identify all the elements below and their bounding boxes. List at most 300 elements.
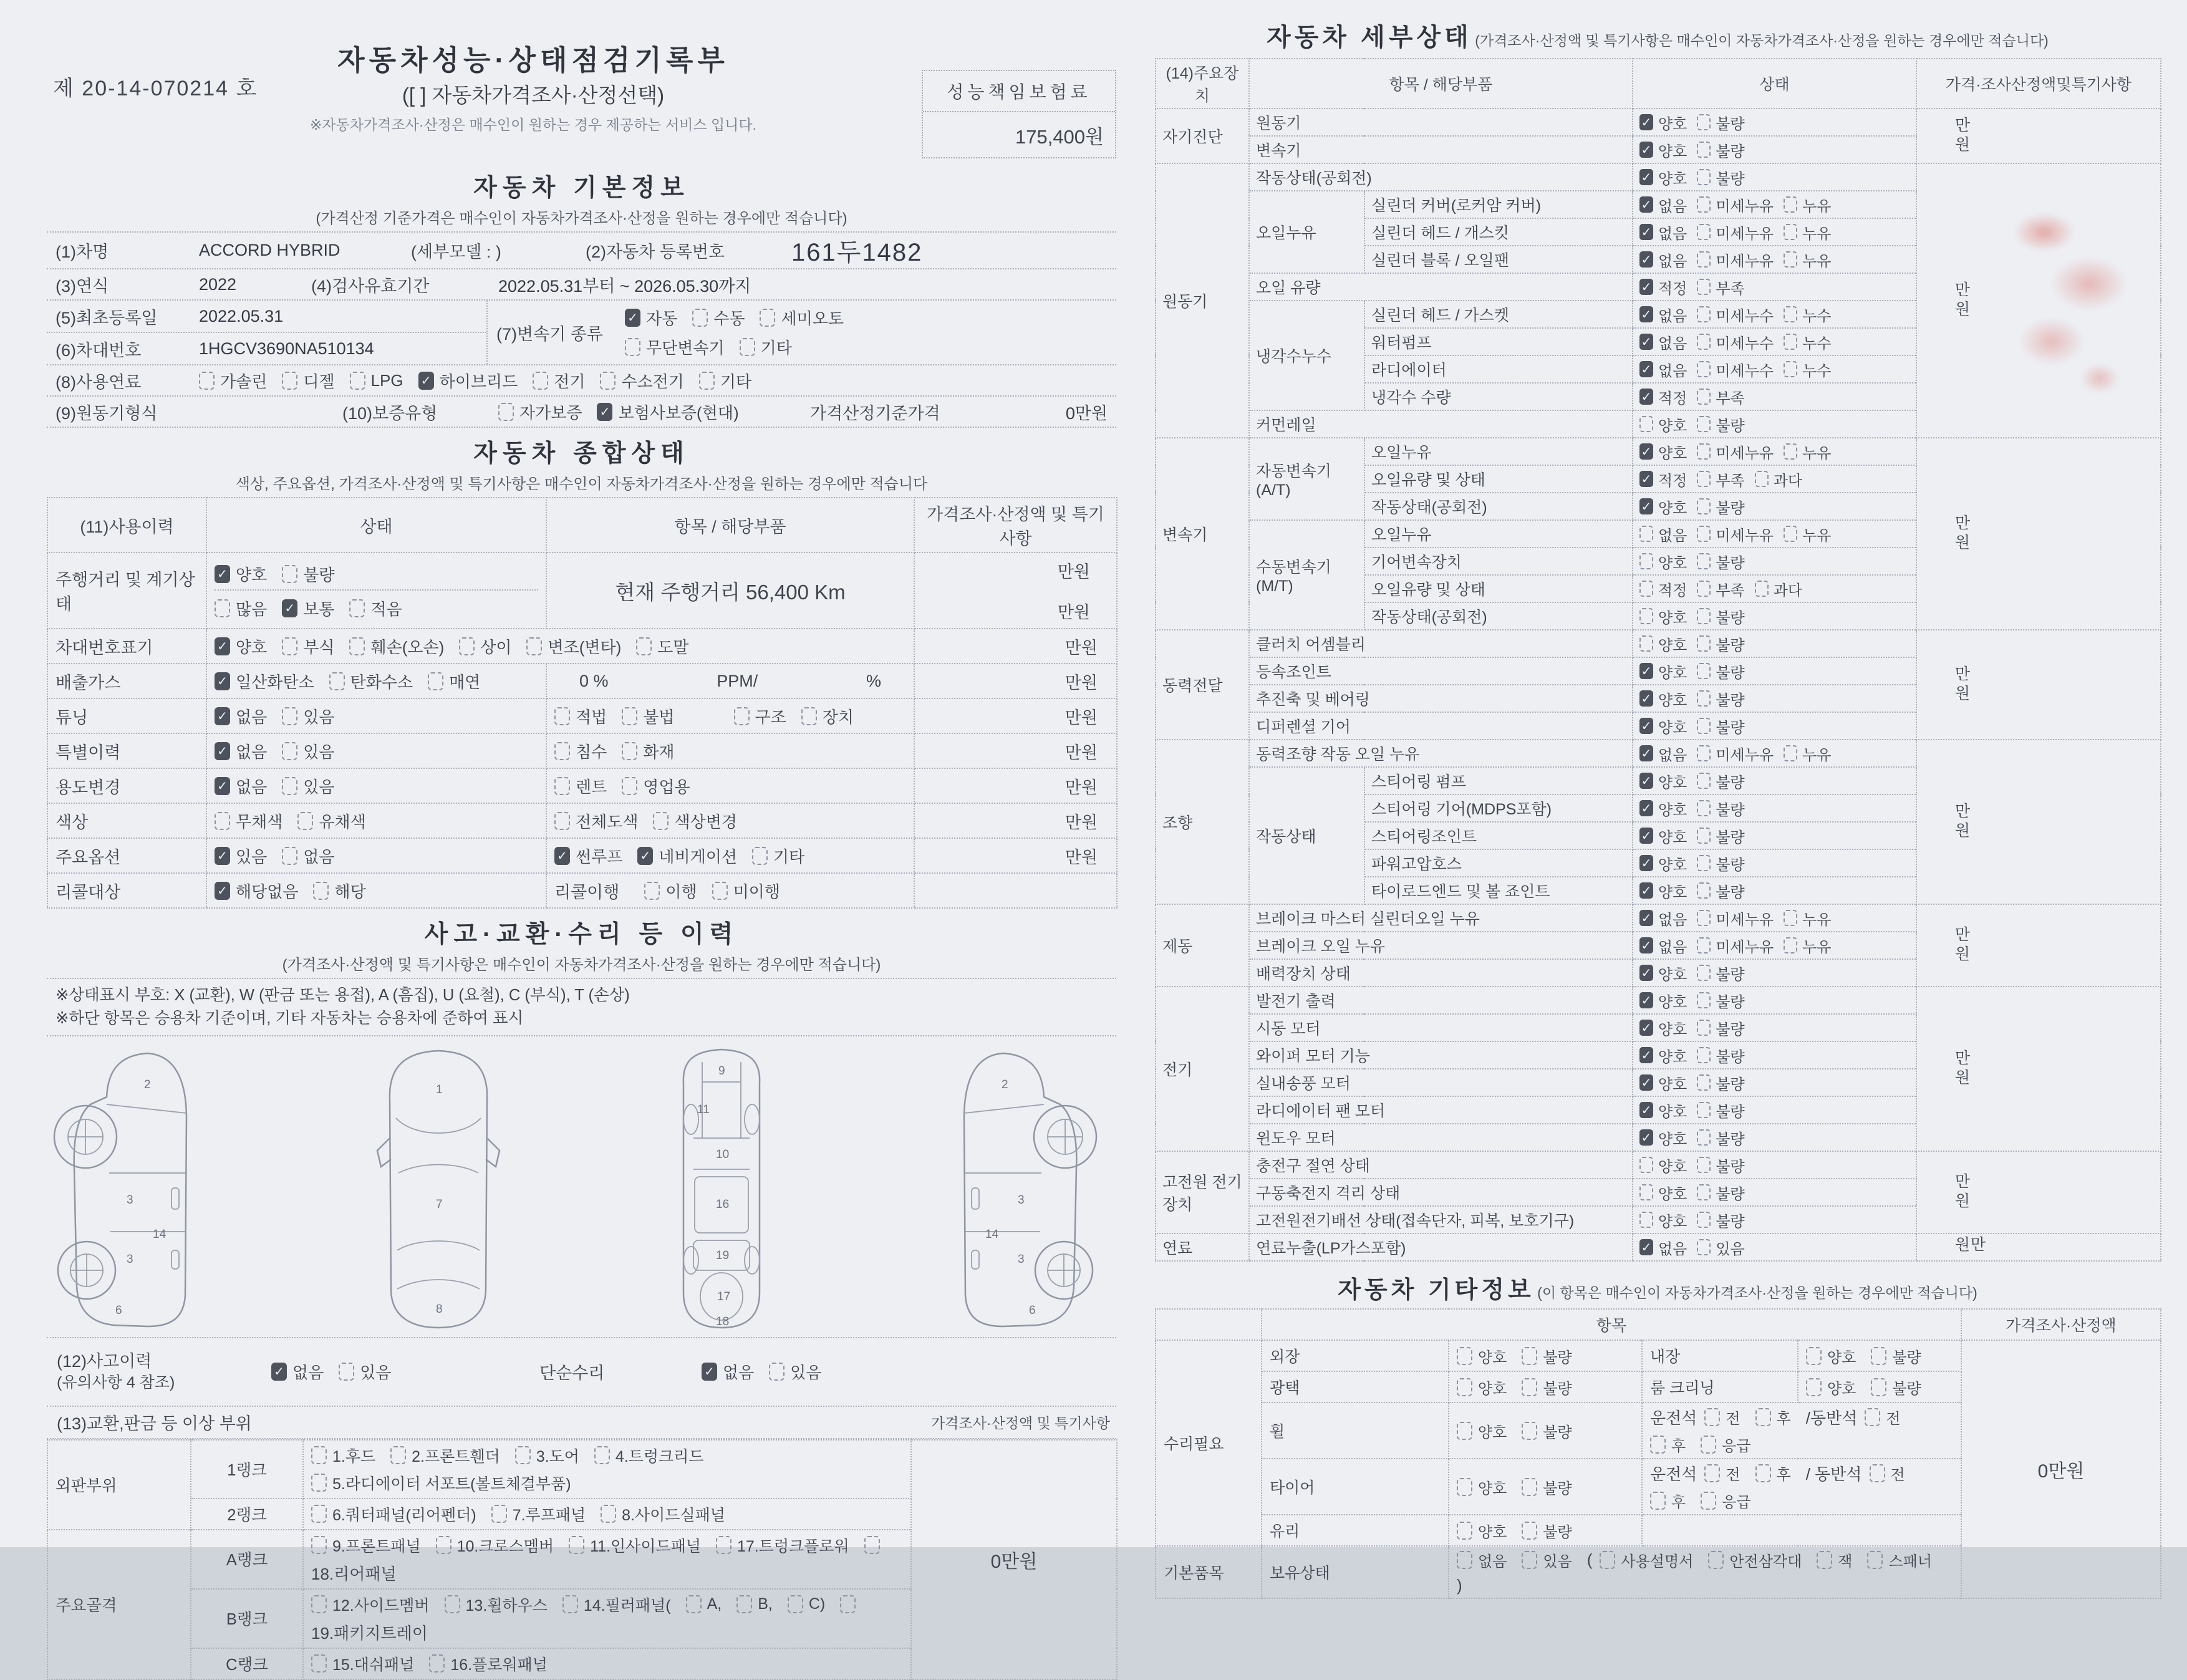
checkbox-icon[interactable] (311, 1505, 327, 1523)
checkbox-icon[interactable] (653, 812, 669, 830)
checkbox-option[interactable] (215, 809, 282, 833)
checkbox-option[interactable] (1639, 276, 1687, 298)
checkbox-checked-icon[interactable]: ✓ (1639, 855, 1653, 871)
checkbox-option[interactable] (350, 371, 403, 390)
checkbox-option[interactable] (311, 1593, 430, 1616)
checkbox-checked-icon[interactable]: ✓ (1639, 114, 1653, 130)
checkbox-checked-icon[interactable]: ✓ (1639, 1074, 1653, 1091)
checkbox-option[interactable] (215, 775, 267, 798)
checkbox-option[interactable] (1639, 413, 1687, 435)
checkbox-option[interactable] (554, 705, 607, 728)
checkbox-option[interactable] (390, 1444, 500, 1467)
checkbox-icon[interactable] (1639, 1157, 1653, 1173)
checkbox-icon[interactable] (1784, 334, 1797, 350)
checkbox-icon[interactable] (1704, 1408, 1720, 1426)
checkbox-icon[interactable] (1871, 1378, 1886, 1396)
checkbox-icon[interactable] (601, 1505, 616, 1523)
checkbox-option[interactable] (554, 740, 607, 763)
checkbox-icon[interactable] (313, 882, 329, 900)
checkbox-icon[interactable] (1817, 1551, 1832, 1569)
checkbox-icon[interactable] (491, 1505, 507, 1523)
checkbox-icon[interactable] (1697, 251, 1711, 268)
checkbox-icon[interactable] (1600, 1551, 1615, 1569)
checkbox-option[interactable] (1755, 578, 1802, 600)
checkbox-option[interactable] (215, 635, 267, 658)
checkbox-icon[interactable] (712, 882, 728, 900)
checkbox-icon[interactable] (215, 599, 230, 617)
checkbox-icon[interactable] (1522, 1347, 1537, 1365)
checkbox-option[interactable] (1639, 578, 1687, 600)
checkbox-option[interactable] (339, 1360, 391, 1383)
checkbox-option[interactable] (1639, 1182, 1687, 1204)
checkbox-option[interactable] (1639, 221, 1687, 243)
checkbox-option[interactable] (1697, 880, 1744, 902)
checkbox-option[interactable] (329, 670, 413, 693)
checkbox-icon[interactable] (459, 637, 475, 655)
checkbox-option[interactable] (601, 1503, 725, 1525)
checkbox-option[interactable] (1697, 1017, 1744, 1039)
checkbox-checked-icon[interactable]: ✓ (1639, 745, 1653, 761)
checkbox-option[interactable] (1639, 194, 1687, 216)
checkbox-icon[interactable] (1639, 1212, 1653, 1228)
checkbox-icon[interactable] (533, 372, 548, 390)
checkbox-icon[interactable] (390, 1446, 406, 1464)
checkbox-icon[interactable] (1522, 1422, 1537, 1440)
checkbox-icon[interactable] (1639, 526, 1653, 542)
checkbox-icon[interactable] (1650, 1492, 1666, 1510)
checkbox-option[interactable] (625, 336, 725, 359)
checkbox-option[interactable] (1522, 1345, 1571, 1367)
checkbox-option[interactable] (625, 306, 677, 329)
checkbox-icon[interactable] (1697, 937, 1711, 953)
checkbox-option[interactable] (1704, 1406, 1740, 1428)
checkbox-checked-icon[interactable]: ✓ (271, 1363, 287, 1381)
checkbox-option[interactable] (736, 1595, 773, 1613)
checkbox-option[interactable] (1697, 468, 1744, 490)
checkbox-checked-icon[interactable]: ✓ (1639, 1020, 1653, 1036)
checkbox-icon[interactable] (1522, 1378, 1537, 1396)
checkbox-icon[interactable] (1457, 1422, 1472, 1440)
checkbox-icon[interactable] (1697, 855, 1711, 871)
checkbox-checked-icon[interactable]: ✓ (1639, 663, 1653, 679)
checkbox-checked-icon[interactable]: ✓ (1639, 471, 1653, 487)
checkbox-option[interactable] (637, 844, 737, 867)
checkbox-option[interactable] (297, 809, 365, 833)
checkbox-icon[interactable] (1457, 1551, 1472, 1569)
checkbox-icon[interactable] (1697, 196, 1711, 213)
checkbox-option[interactable] (752, 844, 804, 867)
checkbox-checked-icon[interactable]: ✓ (1639, 937, 1653, 953)
checkbox-checked-icon[interactable]: ✓ (1639, 251, 1653, 268)
checkbox-option[interactable] (311, 1444, 375, 1467)
checkbox-checked-icon[interactable]: ✓ (215, 742, 230, 760)
checkbox-icon[interactable] (1457, 1347, 1472, 1365)
checkbox-icon[interactable] (1697, 882, 1711, 899)
checkbox-option[interactable] (1697, 1072, 1744, 1094)
checkbox-option[interactable] (1697, 167, 1744, 188)
checkbox-option[interactable] (526, 635, 621, 658)
checkbox-icon[interactable] (554, 777, 570, 795)
checkbox-option[interactable] (644, 879, 697, 902)
checkbox-icon[interactable] (1784, 224, 1797, 240)
checkbox-icon[interactable] (311, 1474, 327, 1492)
checkbox-option[interactable] (1697, 962, 1744, 984)
checkbox-icon[interactable] (1697, 142, 1711, 158)
checkbox-option[interactable] (801, 705, 854, 728)
checkbox-option[interactable] (1697, 441, 1774, 463)
checkbox-icon[interactable] (716, 1536, 731, 1554)
checkbox-icon[interactable] (350, 372, 365, 390)
checkbox-checked-icon[interactable]: ✓ (1639, 1129, 1653, 1146)
checkbox-icon[interactable] (1784, 745, 1797, 761)
checkbox-option[interactable] (1867, 1549, 1932, 1571)
checkbox-icon[interactable] (311, 1654, 327, 1673)
checkbox-option[interactable] (282, 775, 334, 798)
checkbox-checked-icon[interactable]: ✓ (215, 707, 230, 725)
checkbox-checked-icon[interactable]: ✓ (1639, 910, 1653, 926)
checkbox-option[interactable] (1697, 496, 1744, 518)
checkbox-option[interactable] (712, 879, 780, 902)
checkbox-option[interactable] (554, 775, 607, 798)
checkbox-icon[interactable] (1697, 416, 1711, 432)
checkbox-icon[interactable] (1755, 471, 1769, 487)
checkbox-checked-icon[interactable]: ✓ (1639, 224, 1653, 240)
checkbox-option[interactable] (1704, 1462, 1740, 1484)
checkbox-option[interactable] (282, 705, 334, 728)
checkbox-option[interactable] (1697, 249, 1774, 271)
checkbox-checked-icon[interactable]: ✓ (1639, 1047, 1653, 1063)
checkbox-option[interactable] (282, 597, 334, 620)
checkbox-icon[interactable] (429, 1654, 445, 1673)
checkbox-icon[interactable] (1784, 526, 1797, 542)
checkbox-checked-icon[interactable]: ✓ (1639, 965, 1653, 981)
checkbox-option[interactable] (1784, 441, 1831, 463)
checkbox-icon[interactable] (864, 1536, 880, 1554)
checkbox-icon[interactable] (1457, 1522, 1472, 1540)
checkbox-icon[interactable] (1697, 224, 1711, 240)
checkbox-icon[interactable] (1806, 1378, 1822, 1396)
checkbox-icon[interactable] (699, 372, 715, 390)
checkbox-option[interactable] (562, 1593, 671, 1616)
checkbox-option[interactable] (215, 670, 314, 693)
checkbox-option[interactable] (1639, 496, 1687, 518)
checkbox-icon[interactable] (1784, 910, 1797, 926)
checkbox-option[interactable] (1639, 441, 1687, 463)
checkbox-option[interactable] (445, 1593, 548, 1616)
checkbox-option[interactable] (349, 635, 444, 658)
checkbox-option[interactable] (215, 597, 267, 620)
checkbox-icon[interactable] (311, 1446, 327, 1464)
checkbox-option[interactable] (215, 705, 267, 728)
checkbox-option[interactable] (1457, 1520, 1507, 1542)
checkbox-option[interactable] (692, 306, 745, 329)
checkbox-option[interactable] (1701, 1490, 1750, 1512)
checkbox-option[interactable] (1697, 413, 1744, 435)
checkbox-option[interactable] (760, 306, 843, 329)
checkbox-option[interactable] (491, 1503, 586, 1525)
checkbox-icon[interactable] (282, 637, 297, 655)
checkbox-option[interactable] (1697, 633, 1744, 655)
checkbox-option[interactable] (1755, 468, 1802, 490)
checkbox-option[interactable] (1697, 770, 1744, 792)
checkbox-option[interactable] (282, 635, 334, 658)
checkbox-option[interactable] (1697, 935, 1774, 957)
checkbox-icon[interactable] (1697, 498, 1711, 514)
checkbox-option[interactable] (1697, 551, 1744, 572)
checkbox-option[interactable] (1784, 907, 1831, 929)
checkbox-checked-icon[interactable]: ✓ (215, 672, 230, 690)
checkbox-option[interactable] (1639, 1017, 1687, 1039)
checkbox-checked-icon[interactable]: ✓ (282, 599, 297, 617)
checkbox-option[interactable] (1600, 1549, 1693, 1571)
checkbox-icon[interactable] (498, 403, 514, 421)
checkbox-icon[interactable] (282, 707, 297, 725)
checkbox-icon[interactable] (562, 1595, 578, 1613)
checkbox-option[interactable] (1639, 798, 1687, 819)
checkbox-option[interactable] (1522, 1549, 1571, 1571)
checkbox-icon[interactable] (282, 847, 297, 865)
checkbox-option[interactable] (313, 879, 365, 902)
checkbox-icon[interactable] (1522, 1522, 1537, 1540)
checkbox-option[interactable] (1639, 1154, 1687, 1176)
checkbox-option[interactable] (1639, 359, 1687, 380)
checkbox-icon[interactable] (554, 812, 570, 830)
checkbox-option[interactable] (1697, 331, 1774, 353)
checkbox-checked-icon[interactable]: ✓ (215, 847, 230, 865)
checkbox-option[interactable] (311, 1653, 414, 1675)
checkbox-icon[interactable] (1784, 306, 1797, 322)
checkbox-option[interactable] (1697, 1237, 1744, 1258)
checkbox-option[interactable] (1650, 1434, 1686, 1456)
checkbox-option[interactable] (1697, 523, 1774, 545)
checkbox-option[interactable] (1639, 852, 1687, 874)
checkbox-icon[interactable] (445, 1595, 460, 1613)
checkbox-icon[interactable] (436, 1536, 451, 1554)
checkbox-icon[interactable] (1697, 279, 1711, 295)
checkbox-icon[interactable] (1784, 196, 1797, 213)
checkbox-icon[interactable] (1701, 1492, 1716, 1510)
checkbox-checked-icon[interactable]: ✓ (1639, 498, 1653, 514)
checkbox-checked-icon[interactable]: ✓ (1639, 279, 1653, 295)
checkbox-icon[interactable] (1697, 581, 1711, 597)
checkbox-icon[interactable] (1697, 1074, 1711, 1091)
checkbox-option[interactable] (1639, 770, 1687, 792)
checkbox-icon[interactable] (311, 1536, 327, 1554)
checkbox-option[interactable] (533, 369, 585, 392)
checkbox-icon[interactable] (1697, 1184, 1711, 1200)
checkbox-checked-icon[interactable]: ✓ (1639, 169, 1653, 185)
checkbox-icon[interactable] (297, 812, 313, 830)
checkbox-option[interactable] (1784, 249, 1831, 271)
checkbox-option[interactable] (498, 400, 582, 423)
checkbox-option[interactable] (769, 1360, 821, 1383)
checkbox-icon[interactable] (1865, 1408, 1880, 1426)
checkbox-option[interactable] (1639, 249, 1687, 271)
checkbox-option[interactable] (597, 400, 738, 423)
checkbox-option[interactable] (1697, 688, 1744, 710)
checkbox-option[interactable] (436, 1534, 554, 1557)
checkbox-option[interactable] (594, 1444, 704, 1467)
checkbox-icon[interactable] (740, 338, 755, 356)
checkbox-checked-icon[interactable]: ✓ (1639, 800, 1653, 816)
checkbox-icon[interactable] (1697, 910, 1711, 926)
checkbox-icon[interactable] (1784, 251, 1797, 268)
checkbox-option[interactable] (1457, 1420, 1507, 1442)
checkbox-option[interactable] (1639, 935, 1687, 957)
checkbox-icon[interactable] (282, 372, 297, 390)
checkbox-option[interactable] (554, 809, 638, 833)
checkbox-option[interactable] (282, 740, 334, 763)
checkbox-icon[interactable] (1701, 1436, 1716, 1454)
checkbox-icon[interactable] (1697, 526, 1711, 542)
checkbox-option[interactable] (1522, 1520, 1571, 1542)
checkbox-option[interactable] (1784, 935, 1831, 957)
checkbox-checked-icon[interactable]: ✓ (554, 847, 570, 865)
checkbox-option[interactable] (1697, 1209, 1744, 1231)
checkbox-option[interactable] (1639, 1237, 1687, 1258)
checkbox-option[interactable] (1457, 1376, 1507, 1398)
checkbox-icon[interactable] (686, 1595, 702, 1613)
checkbox-option[interactable] (1697, 276, 1744, 298)
checkbox-option[interactable] (1697, 743, 1774, 765)
checkbox-option[interactable] (1755, 1462, 1791, 1484)
checkbox-icon[interactable] (1755, 1464, 1771, 1482)
checkbox-icon[interactable] (1639, 1184, 1653, 1200)
checkbox-option[interactable] (1784, 523, 1831, 545)
checkbox-option[interactable] (1639, 1099, 1687, 1121)
checkbox-option[interactable] (1639, 304, 1687, 326)
checkbox-option[interactable] (1784, 304, 1831, 326)
checkbox-option[interactable] (1522, 1376, 1571, 1398)
checkbox-checked-icon[interactable]: ✓ (1639, 992, 1653, 1008)
checkbox-icon[interactable] (1697, 361, 1711, 377)
checkbox-checked-icon[interactable]: ✓ (1639, 306, 1653, 322)
checkbox-checked-icon[interactable]: ✓ (1639, 196, 1653, 213)
checkbox-option[interactable] (1697, 194, 1774, 216)
checkbox-icon[interactable] (1697, 1212, 1711, 1228)
checkbox-icon[interactable] (1697, 800, 1711, 816)
checkbox-icon[interactable] (199, 372, 215, 390)
checkbox-checked-icon[interactable]: ✓ (625, 309, 640, 327)
checkbox-option[interactable] (1697, 1099, 1744, 1121)
checkbox-option[interactable] (1639, 660, 1687, 682)
checkbox-icon[interactable] (1871, 1347, 1886, 1365)
checkbox-option[interactable] (282, 844, 334, 867)
checkbox-icon[interactable] (1697, 471, 1711, 487)
checkbox-option[interactable] (1639, 139, 1687, 161)
checkbox-option[interactable] (622, 775, 690, 798)
checkbox-icon[interactable] (526, 637, 542, 655)
checkbox-option[interactable] (622, 705, 674, 728)
checkbox-option[interactable] (418, 369, 518, 392)
checkbox-icon[interactable] (1457, 1478, 1472, 1496)
checkbox-option[interactable] (1784, 359, 1831, 380)
checkbox-option[interactable] (1697, 304, 1774, 326)
checkbox-icon[interactable] (554, 707, 570, 725)
checkbox-icon[interactable] (600, 372, 616, 390)
checkbox-option[interactable] (1639, 825, 1687, 847)
checkbox-icon[interactable] (769, 1363, 785, 1381)
checkbox-checked-icon[interactable]: ✓ (702, 1363, 717, 1381)
checkbox-icon[interactable] (1697, 1047, 1711, 1063)
checkbox-option[interactable] (1650, 1490, 1686, 1512)
checkbox-option[interactable] (686, 1595, 722, 1613)
checkbox-icon[interactable] (1697, 718, 1711, 734)
checkbox-icon[interactable] (1697, 992, 1711, 1008)
checkbox-checked-icon[interactable]: ✓ (1639, 443, 1653, 460)
checkbox-option[interactable] (1457, 1476, 1507, 1498)
checkbox-icon[interactable] (644, 882, 660, 900)
checkbox-icon[interactable] (1697, 169, 1711, 185)
checkbox-option[interactable] (1639, 112, 1687, 133)
checkbox-option[interactable] (515, 1444, 579, 1467)
checkbox-icon[interactable] (1639, 416, 1653, 432)
checkbox-option[interactable] (1697, 990, 1744, 1011)
checkbox-icon[interactable] (282, 742, 297, 760)
checkbox-icon[interactable] (349, 599, 365, 617)
checkbox-option[interactable] (636, 635, 688, 658)
checkbox-checked-icon[interactable]: ✓ (1639, 690, 1653, 707)
checkbox-checked-icon[interactable]: ✓ (1639, 1239, 1653, 1255)
checkbox-option[interactable] (1697, 359, 1774, 380)
checkbox-icon[interactable] (554, 742, 570, 760)
checkbox-option[interactable] (1697, 715, 1744, 737)
checkbox-icon[interactable] (801, 707, 817, 725)
checkbox-option[interactable] (840, 1595, 861, 1613)
checkbox-option[interactable] (702, 1360, 754, 1383)
checkbox-option[interactable] (1697, 852, 1744, 874)
checkbox-option[interactable] (1639, 1072, 1687, 1094)
checkbox-option[interactable] (1639, 331, 1687, 353)
checkbox-icon[interactable] (1708, 1551, 1724, 1569)
checkbox-option[interactable] (349, 597, 402, 620)
checkbox-option[interactable] (1870, 1462, 1905, 1484)
checkbox-option[interactable] (1865, 1406, 1900, 1428)
checkbox-option[interactable] (1871, 1345, 1921, 1367)
checkbox-option[interactable] (215, 740, 267, 763)
checkbox-option[interactable] (1639, 880, 1687, 902)
checkbox-option[interactable] (740, 336, 792, 359)
checkbox-option[interactable] (1639, 907, 1687, 929)
checkbox-icon[interactable] (282, 777, 297, 795)
checkbox-option[interactable] (215, 879, 298, 902)
checkbox-option[interactable] (1784, 221, 1831, 243)
checkbox-checked-icon[interactable]: ✓ (1639, 142, 1653, 158)
checkbox-checked-icon[interactable]: ✓ (1639, 361, 1653, 377)
checkbox-icon[interactable] (1867, 1551, 1883, 1569)
checkbox-icon[interactable] (1704, 1464, 1720, 1482)
checkbox-option[interactable] (1639, 1209, 1687, 1231)
checkbox-icon[interactable] (1697, 1157, 1711, 1173)
checkbox-icon[interactable] (752, 847, 768, 865)
checkbox-icon[interactable] (622, 777, 637, 795)
checkbox-option[interactable] (1701, 1434, 1750, 1456)
checkbox-option[interactable] (271, 1360, 324, 1383)
checkbox-option[interactable] (429, 1653, 548, 1675)
checkbox-icon[interactable] (1784, 443, 1797, 460)
checkbox-option[interactable] (1817, 1549, 1852, 1571)
checkbox-option[interactable] (1697, 139, 1744, 161)
checkbox-option[interactable] (1697, 606, 1744, 627)
checkbox-option[interactable] (1697, 798, 1744, 819)
checkbox-option[interactable] (1639, 468, 1687, 490)
checkbox-option[interactable] (1697, 112, 1744, 133)
checkbox-icon[interactable] (1650, 1436, 1666, 1454)
checkbox-option[interactable] (600, 369, 683, 392)
checkbox-option[interactable] (311, 1472, 571, 1494)
checkbox-checked-icon[interactable]: ✓ (418, 372, 434, 390)
checkbox-checked-icon[interactable]: ✓ (597, 403, 612, 421)
